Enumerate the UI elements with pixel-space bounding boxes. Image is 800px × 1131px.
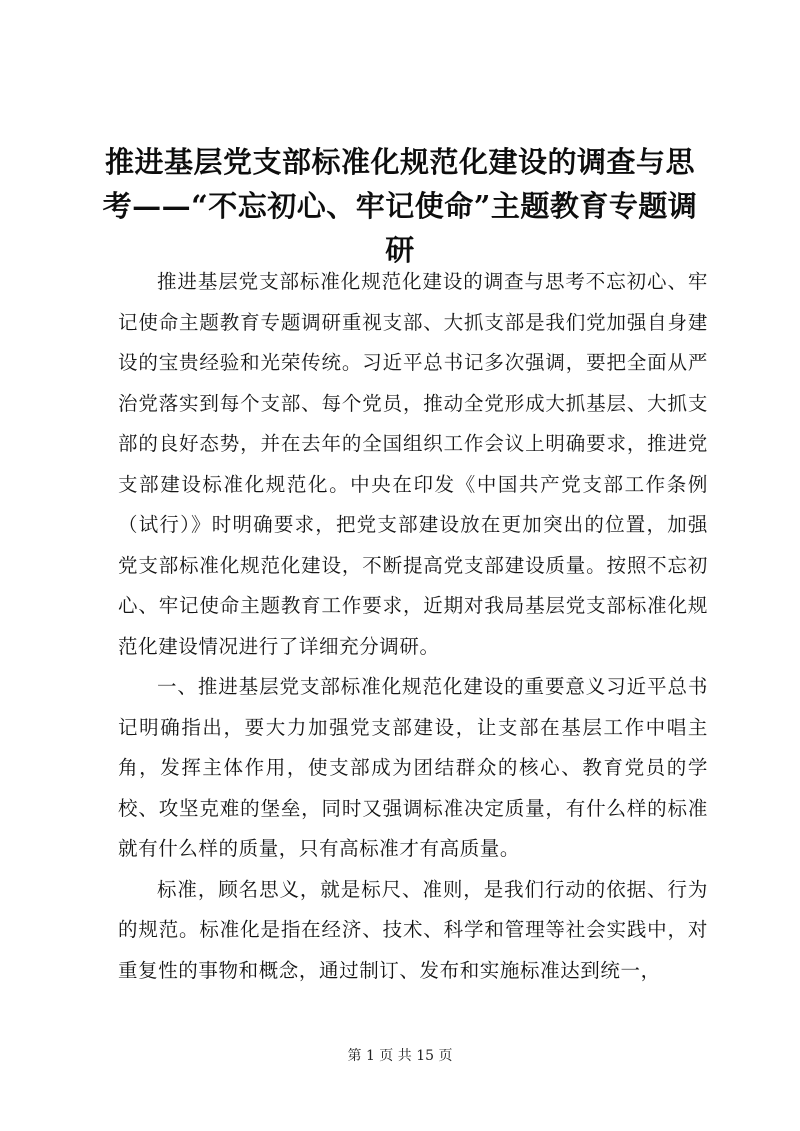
paragraph-1: 推进基层党支部标准化规范化建设的调查与思考不忘初心、牢记使命主题教育专题调研重视支部、大抓支部是我们党加强自身建设的宝贵经验和光荣传统。习近平总书记多次强调，要把全面从严治党落实到每个支部、每个党员，推动全党形成大抓基层、大抓支部的良好态势，并在去年的全国组织工作会议上明确要求，推进党支部建设标准化规范化。中央在印发《中国共产党支部工作条例（试行）》时明确要求，把党支部建设放在更加突出的位置，加强党支部标准化规范化建设，不断提高党支部建设质量。按照不忘初心、牢记使命主题教育工作要求，近期对我局基层党支部标准化规范化建设情况进行了详细充分调研。 xyxy=(118,270,708,658)
page-number-footer: 第 1 页 共 15 页 xyxy=(347,1048,453,1064)
document-title: 推进基层党支部标准化规范化建设的调查与思考——“不忘初心、牢记使命”主题教育专题调研 xyxy=(102,145,698,267)
paragraph-2: 一、推进基层党支部标准化规范化建设的重要意义习近平总书记明确指出，要大力加强党支部建设，让支部在基层工作中唱主角，发挥主体作用，使支部成为团结群众的核心、教育党员的学校、攻坚克难的堡垒，同时又强调标准决定质量，有什么样的标准就有什么样的质量，只有高标准才有高质量。 xyxy=(118,675,708,860)
paragraph-3: 标准，顾名思义，就是标尺、准则，是我们行动的依据、行为的规范。标准化是指在经济、技术、科学和管理等社会实践中，对重复性的事物和概念，通过制订、发布和实施标准达到统一， xyxy=(118,877,708,982)
document-body xyxy=(118,262,708,991)
